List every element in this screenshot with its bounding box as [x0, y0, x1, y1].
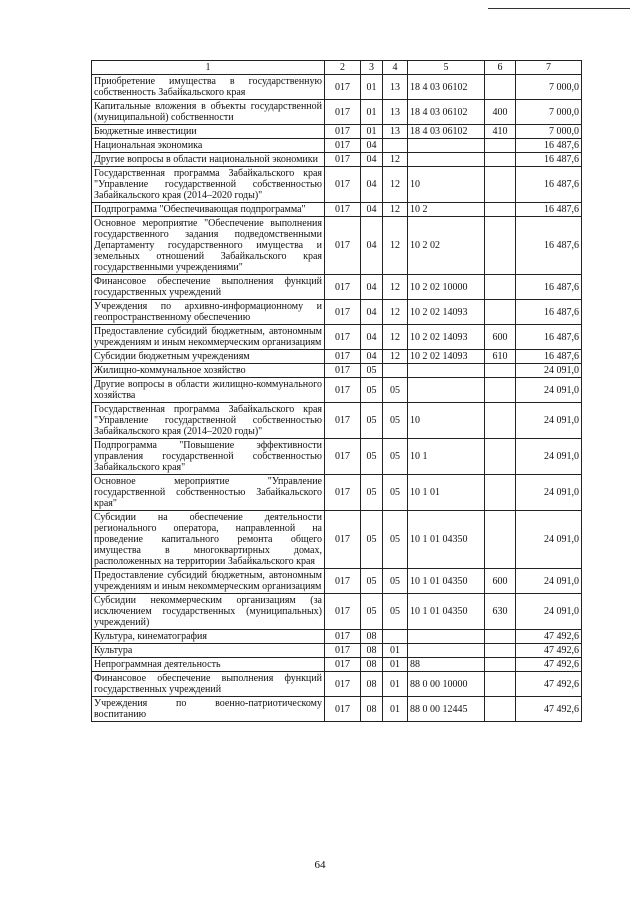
row-subsection-code: 13 [383, 75, 408, 100]
row-subsection-code: 12 [383, 300, 408, 325]
row-subsection-code: 12 [383, 325, 408, 350]
row-subsection-code: 05 [383, 511, 408, 569]
row-subsection-code: 12 [383, 203, 408, 217]
row-amount: 47 492,6 [516, 630, 582, 644]
row-name: Другие вопросы в области национальной экономики [92, 153, 325, 167]
row-target-article: 18 4 03 06102 [408, 125, 485, 139]
row-expense-type: 600 [485, 325, 516, 350]
row-subsection-code: 12 [383, 217, 408, 275]
row-target-article: 10 2 02 14093 [408, 350, 485, 364]
row-name: Другие вопросы в области жилищно-коммунального хозяйства [92, 378, 325, 403]
row-expense-type [485, 167, 516, 203]
row-admin-code: 017 [325, 644, 361, 658]
row-name: Финансовое обеспечение выполнения функций государственных учреждений [92, 672, 325, 697]
row-admin-code: 017 [325, 475, 361, 511]
table-row [92, 364, 582, 378]
row-expense-type [485, 275, 516, 300]
row-expense-type [485, 439, 516, 475]
row-name: Культура [92, 644, 325, 658]
row-section-code: 01 [361, 125, 383, 139]
table-row [92, 475, 582, 511]
row-section-code: 08 [361, 630, 383, 644]
row-section-code: 08 [361, 672, 383, 697]
row-expense-type [485, 630, 516, 644]
header-cell-1: 1 [92, 61, 325, 75]
row-expense-type [485, 217, 516, 275]
table-row [92, 594, 582, 630]
table-row [92, 75, 582, 100]
row-amount: 16 487,6 [516, 325, 582, 350]
row-section-code: 08 [361, 697, 383, 722]
row-admin-code: 017 [325, 378, 361, 403]
row-target-article: 88 0 00 12445 [408, 697, 485, 722]
row-target-article [408, 153, 485, 167]
table-row [92, 672, 582, 697]
row-amount: 24 091,0 [516, 364, 582, 378]
row-expense-type [485, 139, 516, 153]
row-amount: 7 000,0 [516, 100, 582, 125]
table-row [92, 167, 582, 203]
row-amount: 24 091,0 [516, 378, 582, 403]
table-row [92, 139, 582, 153]
row-name: Приобретение имущества в государственную собственность Забайкальского края [92, 75, 325, 100]
row-admin-code: 017 [325, 350, 361, 364]
row-name: Основное мероприятие "Управление государственной собственностью Забайкальского края" [92, 475, 325, 511]
row-amount: 16 487,6 [516, 300, 582, 325]
row-expense-type: 400 [485, 100, 516, 125]
row-subsection-code: 05 [383, 594, 408, 630]
row-expense-type [485, 203, 516, 217]
row-target-article: 88 0 00 10000 [408, 672, 485, 697]
row-section-code: 04 [361, 350, 383, 364]
table-row [92, 153, 582, 167]
row-section-code: 04 [361, 275, 383, 300]
row-target-article: 10 1 01 04350 [408, 569, 485, 594]
row-amount: 7 000,0 [516, 75, 582, 100]
row-admin-code: 017 [325, 439, 361, 475]
row-amount: 24 091,0 [516, 511, 582, 569]
row-name: Основное мероприятие "Обеспечение выполнения государственного задания подведомственными Департаменту государственного имущества и земельных отношений Забайкальского края государственными учреждениями" [92, 217, 325, 275]
row-expense-type: 630 [485, 594, 516, 630]
budget-table [91, 60, 582, 722]
row-expense-type [485, 644, 516, 658]
row-target-article: 10 2 02 14093 [408, 325, 485, 350]
row-section-code: 04 [361, 325, 383, 350]
row-name: Национальная экономика [92, 139, 325, 153]
table-row [92, 439, 582, 475]
row-target-article [408, 644, 485, 658]
row-admin-code: 017 [325, 300, 361, 325]
table-row [92, 511, 582, 569]
row-admin-code: 017 [325, 403, 361, 439]
row-admin-code: 017 [325, 217, 361, 275]
row-section-code: 04 [361, 203, 383, 217]
table-row [92, 125, 582, 139]
header-cell-5: 5 [408, 61, 485, 75]
row-subsection-code: 12 [383, 275, 408, 300]
table-row [92, 217, 582, 275]
row-admin-code: 017 [325, 325, 361, 350]
row-name: Субсидии на обеспечение деятельности регионального оператора, направленной на проведение капитального ремонта общего имущества в многоквартирных домах, расположенных на территории Забайкальского края [92, 511, 325, 569]
row-amount: 7 000,0 [516, 125, 582, 139]
row-subsection-code: 13 [383, 125, 408, 139]
row-admin-code: 017 [325, 203, 361, 217]
row-section-code: 04 [361, 153, 383, 167]
row-target-article: 10 2 [408, 203, 485, 217]
row-section-code: 05 [361, 594, 383, 630]
row-target-article: 18 4 03 06102 [408, 100, 485, 125]
row-target-article: 18 4 03 06102 [408, 75, 485, 100]
row-name: Капитальные вложения в объекты государственной (муниципальной) собственности [92, 100, 325, 125]
row-target-article [408, 364, 485, 378]
row-expense-type [485, 475, 516, 511]
row-section-code: 05 [361, 439, 383, 475]
row-target-article: 10 2 02 10000 [408, 275, 485, 300]
row-target-article: 10 2 02 [408, 217, 485, 275]
row-admin-code: 017 [325, 569, 361, 594]
table-row [92, 275, 582, 300]
row-admin-code: 017 [325, 100, 361, 125]
row-expense-type [485, 153, 516, 167]
row-section-code: 05 [361, 364, 383, 378]
header-cell-6: 6 [485, 61, 516, 75]
table-row [92, 325, 582, 350]
row-expense-type [485, 403, 516, 439]
row-name: Учреждения по архивно-информационному и геопространственному обеспечению [92, 300, 325, 325]
row-amount: 16 487,6 [516, 153, 582, 167]
row-name: Субсидии бюджетным учреждениям [92, 350, 325, 364]
row-subsection-code: 01 [383, 658, 408, 672]
row-name: Предоставление субсидий бюджетным, автономным учреждениям и иным некоммерческим организациям [92, 325, 325, 350]
header-cell-3: 3 [361, 61, 383, 75]
row-target-article: 10 1 01 04350 [408, 511, 485, 569]
row-name: Государственная программа Забайкальского края "Управление государственной собственностью Забайкальского края (2014–2020 годы)" [92, 167, 325, 203]
row-subsection-code: 01 [383, 644, 408, 658]
row-amount: 24 091,0 [516, 569, 582, 594]
row-subsection-code: 05 [383, 475, 408, 511]
header-cell-2: 2 [325, 61, 361, 75]
row-name: Бюджетные инвестиции [92, 125, 325, 139]
table-row [92, 658, 582, 672]
row-target-article: 10 [408, 403, 485, 439]
row-name: Государственная программа Забайкальского края "Управление государственной собственностью Забайкальского края (2014–2020 годы)" [92, 403, 325, 439]
row-name: Финансовое обеспечение выполнения функций государственных учреждений [92, 275, 325, 300]
row-subsection-code: 13 [383, 100, 408, 125]
row-amount: 47 492,6 [516, 644, 582, 658]
row-admin-code: 017 [325, 658, 361, 672]
row-name: Учреждения по военно-патриотическому воспитанию [92, 697, 325, 722]
table-row [92, 203, 582, 217]
row-target-article: 88 [408, 658, 485, 672]
row-admin-code: 017 [325, 275, 361, 300]
row-amount: 16 487,6 [516, 217, 582, 275]
row-amount: 47 492,6 [516, 697, 582, 722]
table-row [92, 697, 582, 722]
header-cell-7: 7 [516, 61, 582, 75]
row-section-code: 05 [361, 378, 383, 403]
row-expense-type [485, 697, 516, 722]
row-section-code: 08 [361, 658, 383, 672]
table-row [92, 644, 582, 658]
page-number: 64 [314, 859, 326, 871]
row-subsection-code [383, 139, 408, 153]
table-row [92, 569, 582, 594]
row-name: Жилищно-коммунальное хозяйство [92, 364, 325, 378]
row-subsection-code [383, 364, 408, 378]
row-section-code: 05 [361, 511, 383, 569]
row-section-code: 04 [361, 139, 383, 153]
row-name: Непрограммная деятельность [92, 658, 325, 672]
row-admin-code: 017 [325, 75, 361, 100]
row-section-code: 01 [361, 75, 383, 100]
row-section-code: 04 [361, 167, 383, 203]
row-subsection-code [383, 630, 408, 644]
top-rule [488, 8, 630, 9]
row-section-code: 08 [361, 644, 383, 658]
row-admin-code: 017 [325, 594, 361, 630]
table-header-row [92, 61, 582, 75]
row-target-article [408, 630, 485, 644]
row-section-code: 01 [361, 100, 383, 125]
row-admin-code: 017 [325, 125, 361, 139]
row-target-article: 10 [408, 167, 485, 203]
row-amount: 16 487,6 [516, 139, 582, 153]
row-admin-code: 017 [325, 167, 361, 203]
table-body [92, 61, 582, 722]
row-expense-type [485, 75, 516, 100]
row-admin-code: 017 [325, 672, 361, 697]
row-admin-code: 017 [325, 630, 361, 644]
table-row [92, 350, 582, 364]
row-expense-type: 410 [485, 125, 516, 139]
row-name: Предоставление субсидий бюджетным, автономным учреждениям и иным некоммерческим организациям [92, 569, 325, 594]
row-subsection-code: 12 [383, 167, 408, 203]
row-expense-type [485, 300, 516, 325]
row-target-article: 10 1 [408, 439, 485, 475]
row-expense-type [485, 511, 516, 569]
row-target-article [408, 378, 485, 403]
header-cell-4: 4 [383, 61, 408, 75]
row-subsection-code: 05 [383, 403, 408, 439]
row-amount: 16 487,6 [516, 275, 582, 300]
row-subsection-code: 01 [383, 672, 408, 697]
row-target-article: 10 1 01 04350 [408, 594, 485, 630]
row-admin-code: 017 [325, 697, 361, 722]
table-row [92, 403, 582, 439]
row-admin-code: 017 [325, 139, 361, 153]
table-row [92, 378, 582, 403]
row-target-article: 10 2 02 14093 [408, 300, 485, 325]
row-expense-type [485, 378, 516, 403]
row-amount: 24 091,0 [516, 475, 582, 511]
row-amount: 16 487,6 [516, 350, 582, 364]
row-amount: 24 091,0 [516, 439, 582, 475]
row-amount: 24 091,0 [516, 594, 582, 630]
row-expense-type [485, 672, 516, 697]
row-subsection-code: 12 [383, 350, 408, 364]
row-subsection-code: 12 [383, 153, 408, 167]
row-section-code: 05 [361, 403, 383, 439]
table-row [92, 100, 582, 125]
row-subsection-code: 05 [383, 439, 408, 475]
row-amount: 24 091,0 [516, 403, 582, 439]
row-section-code: 04 [361, 300, 383, 325]
row-subsection-code: 05 [383, 378, 408, 403]
row-name: Подпрограмма "Повышение эффективности управления государственной собственностью Забайкальского края" [92, 439, 325, 475]
row-admin-code: 017 [325, 153, 361, 167]
table-row [92, 300, 582, 325]
row-expense-type: 600 [485, 569, 516, 594]
row-amount: 16 487,6 [516, 167, 582, 203]
row-section-code: 05 [361, 475, 383, 511]
row-expense-type [485, 658, 516, 672]
row-amount: 47 492,6 [516, 672, 582, 697]
row-subsection-code: 05 [383, 569, 408, 594]
row-expense-type: 610 [485, 350, 516, 364]
row-admin-code: 017 [325, 364, 361, 378]
row-target-article [408, 139, 485, 153]
row-subsection-code: 01 [383, 697, 408, 722]
row-section-code: 05 [361, 569, 383, 594]
row-name: Субсидии некоммерческим организациям (за исключением государственных (муниципальных) учреждений) [92, 594, 325, 630]
row-name: Подпрограмма "Обеспечивающая подпрограмма" [92, 203, 325, 217]
row-section-code: 04 [361, 217, 383, 275]
row-amount: 47 492,6 [516, 658, 582, 672]
row-name: Культура, кинематография [92, 630, 325, 644]
table-row [92, 630, 582, 644]
row-admin-code: 017 [325, 511, 361, 569]
row-amount: 16 487,6 [516, 203, 582, 217]
row-expense-type [485, 364, 516, 378]
row-target-article: 10 1 01 [408, 475, 485, 511]
